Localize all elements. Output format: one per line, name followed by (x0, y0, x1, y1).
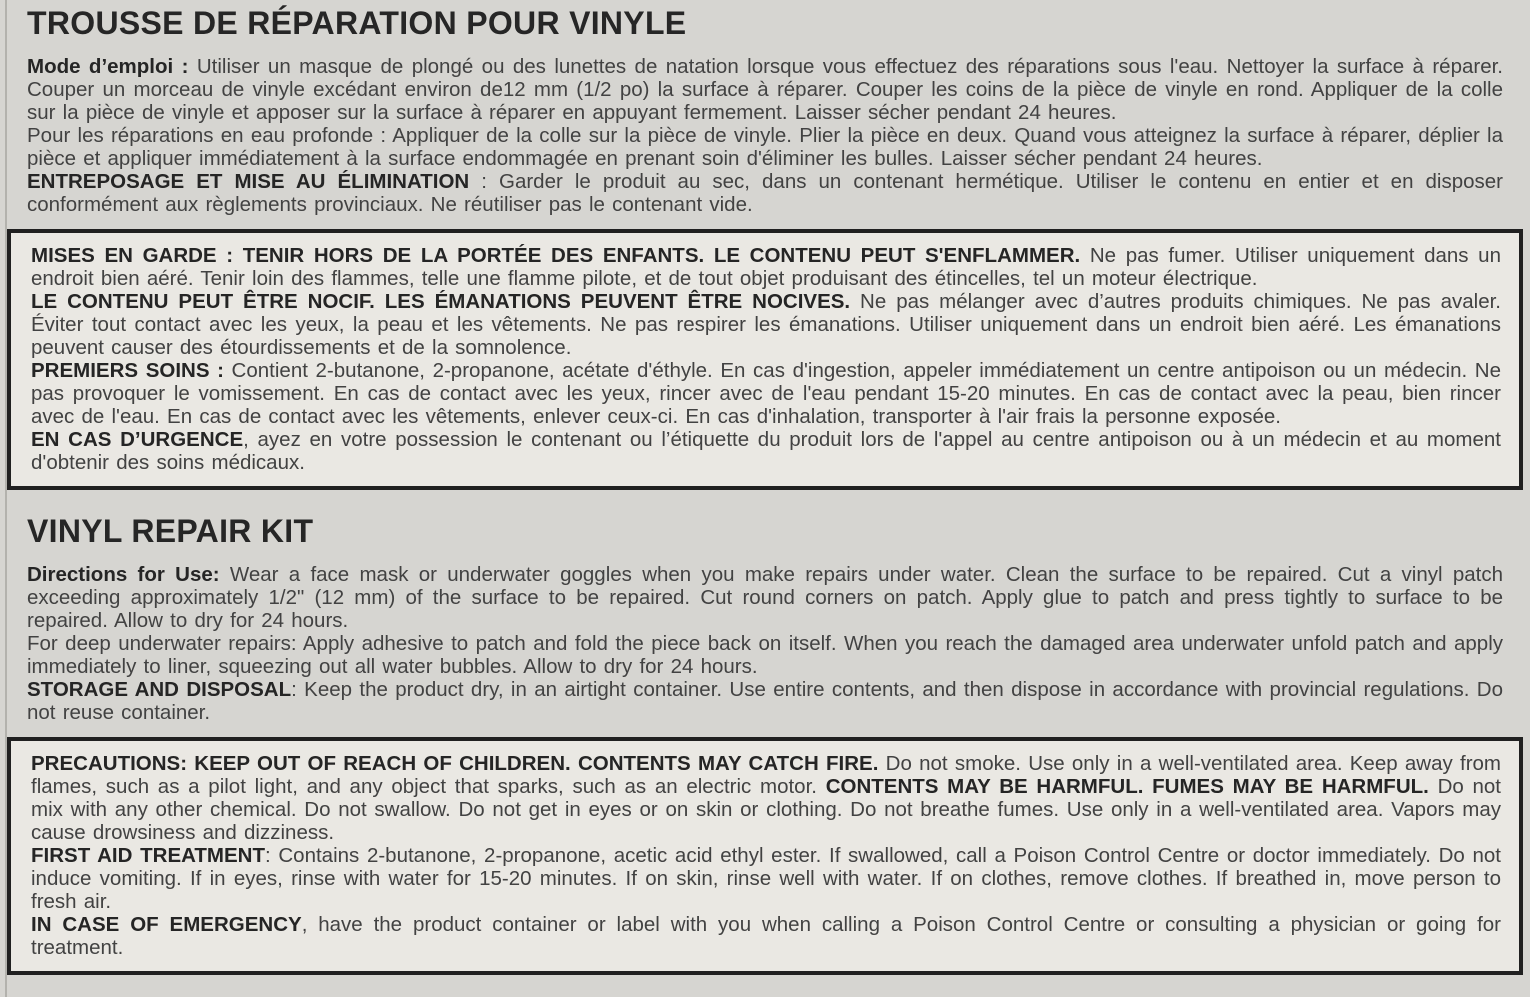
french-directions-paragraph (27, 55, 1503, 124)
english-first-aid-lead: FIRST AID TREATMENT (31, 844, 265, 867)
english-directions-body: Wear a face mask or underwater goggles when you make repairs under water. Clean the surface to be repaired. Cut a vinyl patch exceeding approximately 1/2" (12 mm) of the surface to be repaired. Cut round corners on patch. Apply glue to patch and press tightly to surface to be repaired. Allow to dry for 24 hours. (27, 563, 1503, 632)
french-title: TROUSSE DE RÉPARATION POUR VINYLE (27, 5, 687, 41)
english-directions-lead: Directions for Use: (27, 563, 220, 586)
french-harmful-lead: LE CONTENU PEUT ÊTRE NOCIF. LES ÉMANATIONS PEUVENT ÊTRE NOCIVES. (31, 290, 851, 313)
french-deep-repair-paragraph (27, 124, 1503, 170)
french-storage-lead: ENTREPOSAGE ET MISE AU ÉLIMINATION (27, 170, 470, 193)
french-harmful-body: Ne pas mélanger avec d’autres produits chimiques. Ne pas avaler. Éviter tout contact avec les yeux, la peau et les vêtements. Ne pas respirer les émanations. Utiliser uniquement dans un endroit bien aéré. Les émanations peuvent causer des étourdissements et de la somnolence. (31, 290, 1501, 359)
english-directions-paragraph (27, 563, 1503, 632)
english-emergency-lead: IN CASE OF EMERGENCY (31, 913, 302, 936)
english-emergency-body: , have the product container or label with you when calling a Poison Control Centre or consulting a physician or going for treatment. (31, 913, 1502, 959)
french-emergency-lead: EN CAS D’URGENCE (31, 428, 244, 451)
english-fire-paragraph (31, 752, 1501, 844)
english-storage-lead: STORAGE AND DISPOSAL (27, 678, 292, 701)
french-deep-repair-body: Pour les réparations en eau profonde : Appliquer de la colle sur la pièce de vinyle. Plier la pièce en deux. Quand vous atteignez la surface à réparer, déplier la pièce et appliquer immédiatement à la surface endommagée en prenant soin d'éliminer les bulles. Laisser sécher pendant 24 heures. (27, 124, 1503, 170)
english-deep-repair-body: For deep underwater repairs: Apply adhesive to patch and fold the piece back on itself. When you reach the damaged area underwater unfold patch and apply immediately to liner, squeezing out all water bubbles. Allow to dry for 24 hours. (27, 632, 1503, 678)
french-emergency-body: , ayez en votre possession le contenant ou l’étiquette du produit lors de l'appel au centre antipoison ou à un médecin et au moment d'obtenir des soins médicaux. (31, 428, 1501, 474)
english-harmful-lead: CONTENTS MAY BE HARMFUL. FUMES MAY BE HARMFUL. (825, 775, 1429, 798)
english-fire-body: Do not smoke. Use only in a well-ventilated area. Keep away from flames, such as a pilot light, and any object that sparks, such as an electric motor. (31, 752, 1502, 798)
french-warning-box (7, 229, 1523, 490)
french-storage-body: : Garder le produit au sec, dans un contenant hermétique. Utiliser le contenu en entier et en disposer conformément aux règlements provinciaux. Ne réutiliser pas le contenant vide. (27, 170, 1503, 216)
french-storage-paragraph (27, 170, 1503, 216)
french-flammable-body: Ne pas fumer. Utiliser uniquement dans un endroit bien aéré. Tenir loin des flammes, telle une flamme pilote, et de tout objet produisant des étincelles, tel un moteur électrique. (31, 244, 1501, 290)
label-left-edge (5, 0, 7, 997)
french-first-aid-lead: PREMIERS SOINS : (31, 359, 224, 382)
english-title: VINYL REPAIR KIT (27, 513, 314, 549)
french-first-aid-body: Contient 2-butanone, 2-propanone, acétate d'éthyle. En cas d'ingestion, appeler immédiatement un centre antipoison ou un médecin. Ne pas provoquer le vomissement. En cas de contact avec les yeux, rincer avec de l'eau pendant 15-20 minutes. En cas de contact avec la peau, bien rincer avec de l'eau. En cas de contact avec les vêtements, enlever ceux-ci. En cas d'inhalation, transporter à l'air frais la personne exposée. (31, 359, 1501, 428)
english-precaution-box (7, 737, 1523, 975)
french-flammable-paragraph (31, 244, 1501, 290)
english-storage-paragraph (27, 678, 1503, 724)
english-section (27, 513, 1503, 975)
english-storage-body: : Keep the product dry, in an airtight container. Use entire contents, and then dispose in accordance with provincial regulations. Do not reuse container. (27, 678, 1503, 724)
french-directions-body: Utiliser un masque de plongé ou des lunettes de natation lorsque vous effectuez des réparations sous l'eau. Nettoyer la surface à réparer. Couper un morceau de vinyle excédant environ de12 mm (1/2 po) la surface à réparer. Couper les coins de la pièce de vinyle en rond. Appliquer de la colle sur la pièce de vinyle et apposer sur la surface à réparer en appuyant fermement. Laisser sécher pendant 24 heures. (27, 55, 1504, 124)
english-first-aid-paragraph (31, 844, 1501, 913)
french-first-aid-paragraph (31, 359, 1501, 428)
english-first-aid-body: : Contains 2-butanone, 2-propanone, acetic acid ethyl ester. If swallowed, call a Poison Control Centre or doctor immediately. Do not induce vomiting. If in eyes, rinse with water for 15-20 minutes. If on skin, rinse well with water. If on clothes, remove clothes. If breathed in, move person to fresh air. (31, 844, 1501, 913)
french-directions-lead: Mode d’emploi : (27, 55, 189, 78)
english-fire-lead: PRECAUTIONS: KEEP OUT OF REACH OF CHILDREN. CONTENTS MAY CATCH FIRE. (31, 752, 879, 775)
english-harmful-body: Do not mix with any other chemical. Do not swallow. Do not get in eyes or on skin or clothing. Do not breathe fumes. Use only in a well-ventilated area. Vapors may cause drowsiness and dizziness. (31, 775, 1501, 844)
french-section (27, 5, 1504, 490)
french-flammable-lead: MISES EN GARDE : TENIR HORS DE LA PORTÉE DES ENFANTS. LE CONTENU PEUT S'ENFLAMMER. (31, 244, 1081, 267)
english-deep-repair-paragraph (27, 632, 1503, 678)
french-emergency-paragraph (31, 428, 1501, 474)
french-harmful-paragraph (31, 290, 1501, 359)
english-emergency-paragraph (31, 913, 1501, 959)
